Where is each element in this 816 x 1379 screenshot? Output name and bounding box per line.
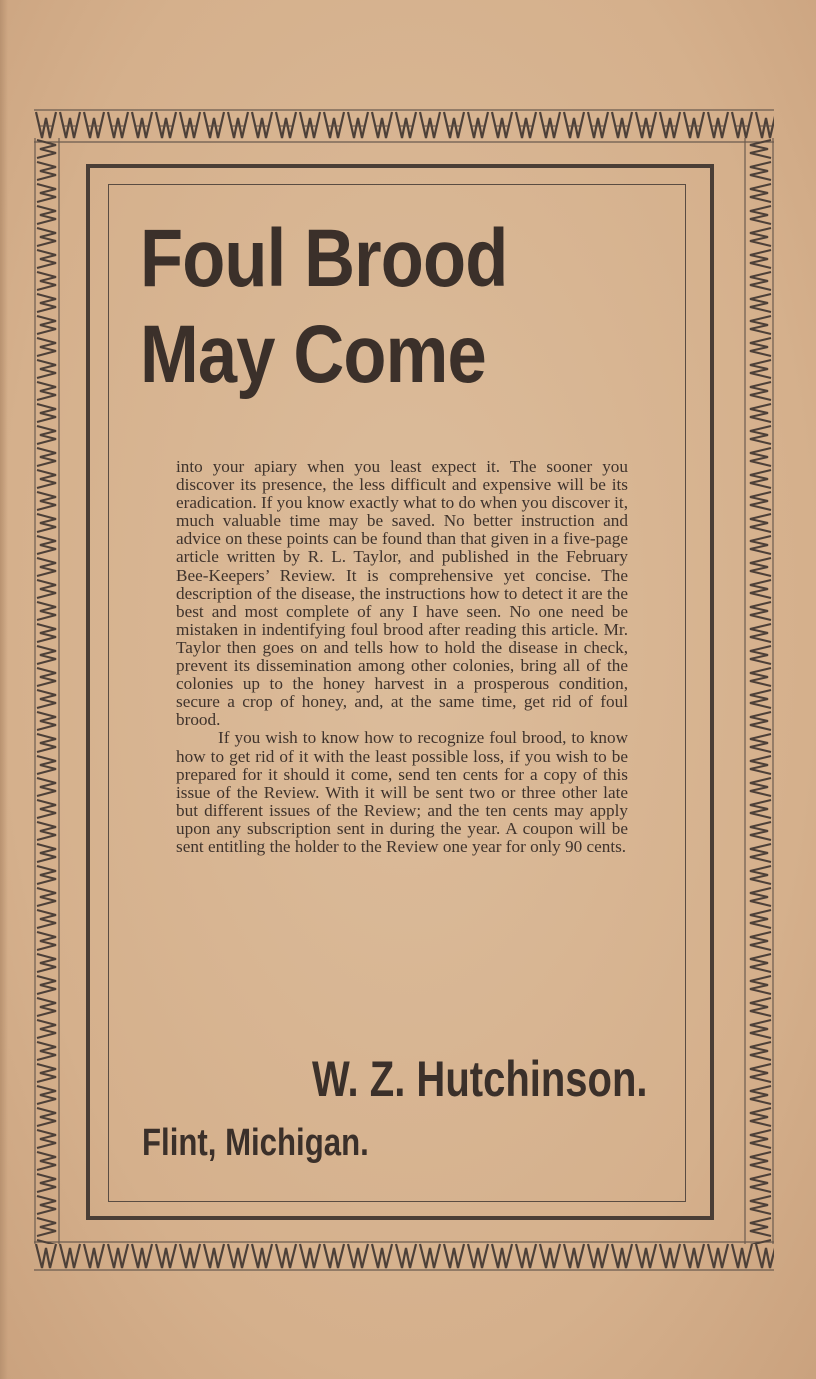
body-paragraph-1: into your apiary when you least expect it. The sooner you discover its presence, the less difficult and expensive will be its eradication. If you know exactly what to do when you discover it, much valuable time may be saved. No better instruction and advice on these points can be found than that given in a five-page article written by R. L. Taylor, and published in the February Bee-Keepers’ Review. It is comprehensive yet concise. The description of the disease, the instructions how to detect it are the best and most complete of any I have seen. No one need be mistaken in indentifying foul brood after reading this article. Mr. Taylor then goes on and tells how to hold the disease in check, prevent its dissemination among other colonies, bring all of the colonies up to the honey harvest in a prosperous condition, secure a crop of honey, and, at the same time, get rid of foul brood. (176, 457, 629, 730)
headline-line-2: May Come (140, 309, 486, 400)
page-fold-shadow (0, 0, 8, 1379)
headline-line-1: Foul Brood (140, 213, 508, 304)
location: Flint, Michigan. (142, 1122, 369, 1164)
ornamental-border-bottom (34, 1240, 774, 1272)
ornamental-border-top (34, 108, 774, 144)
ornamental-border-left (34, 138, 60, 1244)
signature: W. Z. Hutchinson. (312, 1051, 648, 1107)
body-paragraph-2: If you wish to know how to recognize foul brood, to know how to get rid of it with the least possible loss, if you wish to be prepared for it should it come, send ten cents for a copy of this issue of the Review. With it will be sent two or three other late but different issues of the Review; and the ten cents may apply upon any subscription sent in during the year. A coupon will be sent entitling the holder to the Review one year for only 90 cents. (176, 728, 628, 856)
advertisement-body (176, 458, 628, 856)
ornamental-border-right (744, 138, 774, 1244)
